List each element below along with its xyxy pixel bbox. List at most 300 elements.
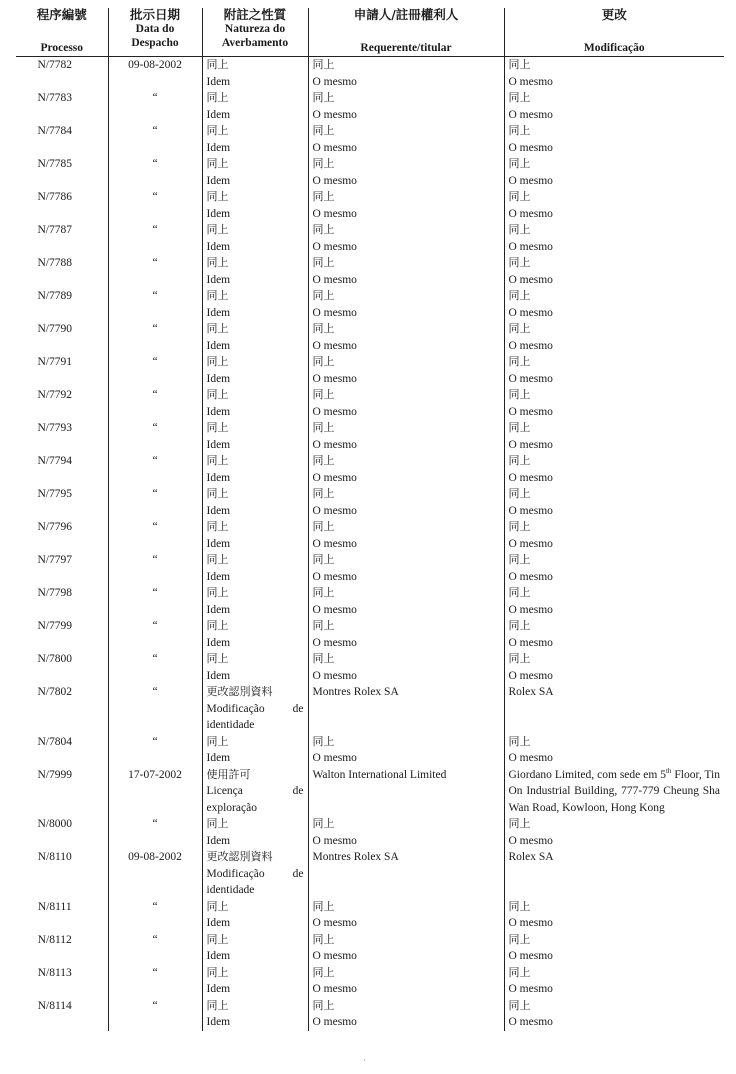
requerente-line: 同上 [312, 619, 335, 632]
requerente-line: 同上 [312, 899, 335, 913]
natureza-line: 同上 [206, 734, 229, 748]
despacho-date: “ [152, 389, 158, 401]
despacho-date: “ [152, 735, 158, 748]
cell-requerente [308, 899, 504, 932]
requerente-line: O mesmo [312, 438, 357, 451]
processo-number: N/8110 [37, 851, 72, 863]
natureza-line: Idem [206, 471, 231, 484]
cell-requerente [308, 387, 504, 420]
table-row [16, 899, 724, 932]
cell-requerente [308, 486, 504, 519]
modificacao-line: O mesmo [508, 207, 553, 220]
header-data-zh: 批示日期 [129, 7, 180, 22]
modificacao-line: 同上 [508, 487, 531, 500]
modificacao-line: O mesmo [508, 504, 553, 517]
modificacao-line: 同上 [508, 817, 531, 830]
table-row [16, 123, 724, 156]
natureza-line: 同上 [206, 619, 229, 632]
cell-data [108, 123, 202, 156]
table-row [16, 354, 724, 387]
cell-natureza [202, 734, 308, 767]
natureza-line: Idem [206, 207, 231, 220]
cell-data [108, 90, 202, 123]
cell-natureza [202, 156, 308, 189]
natureza-line: Idem [206, 1016, 231, 1028]
cell-data [108, 321, 202, 354]
natureza-line: 更改認別資料 [206, 685, 273, 698]
table-row [16, 552, 724, 585]
modificacao-line: O mesmo [508, 636, 553, 649]
natureza-line: Idem [206, 603, 231, 616]
requerente-line: O mesmo [312, 669, 357, 682]
cell-natureza [202, 387, 308, 420]
cell-natureza [202, 123, 308, 156]
cell-processo [16, 816, 108, 849]
modificacao-line: O mesmo [508, 752, 553, 764]
header-processo-zh: 程序編號 [36, 7, 87, 22]
processo-number: N/7787 [37, 224, 72, 236]
cell-modificacao [504, 899, 724, 932]
modificacao-line: 同上 [508, 355, 531, 368]
despacho-date: “ [152, 290, 158, 302]
cell-processo [16, 585, 108, 618]
modificacao-line: 同上 [508, 553, 531, 566]
cell-requerente [308, 767, 504, 817]
cell-modificacao [504, 222, 724, 255]
cell-processo [16, 420, 108, 453]
modificacao-line: 同上 [508, 388, 531, 401]
averbamentos-table [16, 8, 724, 1031]
processo-number: N/8111 [37, 900, 72, 913]
cell-processo [16, 552, 108, 585]
modificacao-line: 同上 [508, 223, 531, 236]
table-row [16, 767, 724, 817]
header-modificacao-pt: Modificação [583, 42, 645, 54]
table-row [16, 998, 724, 1031]
modificacao-line: O mesmo [508, 141, 553, 154]
cell-data [108, 684, 202, 734]
requerente-line: O mesmo [312, 141, 357, 154]
table-row [16, 255, 724, 288]
header-modificacao [504, 8, 724, 57]
cell-natureza [202, 965, 308, 998]
cell-data [108, 519, 202, 552]
requerente-line: 同上 [312, 322, 335, 335]
cell-natureza [202, 552, 308, 585]
natureza-line: 同上 [206, 355, 229, 368]
table-body [16, 57, 724, 1031]
natureza-line: 同上 [206, 487, 229, 500]
cell-modificacao [504, 354, 724, 387]
requerente-line: O mesmo [312, 273, 357, 286]
requerente-line: 同上 [312, 998, 335, 1012]
modificacao-line: O mesmo [508, 174, 553, 187]
modificacao-line: Rolex SA [508, 851, 554, 863]
table-row [16, 222, 724, 255]
processo-number: N/8000 [37, 818, 72, 830]
modificacao-line: O mesmo [508, 306, 553, 319]
cell-data [108, 998, 202, 1031]
cell-requerente [308, 288, 504, 321]
table-row [16, 288, 724, 321]
header-modificacao-zh: 更改 [601, 7, 627, 22]
cell-requerente [308, 255, 504, 288]
modificacao-line: 同上 [508, 586, 531, 599]
despacho-date: “ [152, 818, 158, 830]
cell-natureza [202, 90, 308, 123]
requerente-line: 同上 [312, 289, 335, 302]
cell-natureza [202, 288, 308, 321]
cell-processo [16, 387, 108, 420]
cell-natureza [202, 585, 308, 618]
requerente-line: O mesmo [312, 636, 357, 649]
processo-number: N/7800 [37, 653, 72, 665]
processo-number: N/7796 [37, 521, 72, 533]
modificacao-line: O mesmo [508, 834, 553, 847]
cell-modificacao [504, 123, 724, 156]
despacho-date: “ [152, 455, 158, 467]
modificacao-line: O mesmo [508, 603, 553, 616]
cell-data [108, 552, 202, 585]
table-row [16, 420, 724, 453]
cell-data [108, 354, 202, 387]
processo-number: N/8114 [37, 999, 72, 1012]
requerente-line: 同上 [312, 734, 335, 748]
natureza-line: 同上 [206, 998, 229, 1012]
cell-modificacao [504, 767, 724, 817]
cell-requerente [308, 156, 504, 189]
cell-requerente [308, 816, 504, 849]
despacho-date: “ [152, 620, 158, 632]
cell-natureza [202, 420, 308, 453]
requerente-line: O mesmo [312, 537, 357, 550]
natureza-line: 同上 [206, 256, 229, 269]
table-row [16, 189, 724, 222]
table-row [16, 321, 724, 354]
natureza-line: 同上 [206, 520, 229, 533]
cell-processo [16, 354, 108, 387]
header-requerente-zh: 申請人/註冊權利人 [353, 7, 459, 22]
requerente-line: 同上 [312, 58, 335, 71]
cell-natureza [202, 486, 308, 519]
header-processo-pt: Processo [40, 42, 84, 54]
cell-requerente [308, 552, 504, 585]
modificacao-line: O mesmo [508, 339, 553, 352]
natureza-line: Idem [206, 570, 231, 583]
table-row [16, 453, 724, 486]
processo-number: N/7786 [37, 191, 72, 203]
cell-modificacao [504, 288, 724, 321]
natureza-line: Modificação de [206, 702, 304, 715]
cell-requerente [308, 354, 504, 387]
modificacao-line: O mesmo [508, 405, 553, 418]
cell-modificacao [504, 816, 724, 849]
despacho-date: “ [152, 422, 158, 434]
cell-processo [16, 156, 108, 189]
despacho-date: “ [152, 356, 158, 368]
requerente-line: 同上 [312, 487, 335, 500]
cell-requerente [308, 222, 504, 255]
cell-processo [16, 734, 108, 767]
cell-processo [16, 998, 108, 1031]
natureza-line: 同上 [206, 553, 229, 566]
processo-number: N/7788 [37, 257, 72, 269]
requerente-line: 同上 [312, 124, 335, 137]
table-row [16, 618, 724, 651]
modificacao-line: 同上 [508, 619, 531, 632]
requerente-line: O mesmo [312, 570, 357, 583]
modificacao-line: O mesmo [508, 108, 553, 121]
cell-data [108, 255, 202, 288]
table-row [16, 387, 724, 420]
cell-modificacao [504, 849, 724, 899]
despacho-date: 09-08-2002 [128, 59, 182, 71]
cell-requerente [308, 189, 504, 222]
despacho-date: “ [152, 686, 158, 698]
cell-natureza [202, 899, 308, 932]
natureza-line: 使用許可 [206, 767, 251, 781]
cell-processo [16, 651, 108, 684]
cell-requerente [308, 57, 504, 91]
cell-processo [16, 288, 108, 321]
cell-modificacao [504, 965, 724, 998]
cell-natureza [202, 57, 308, 91]
natureza-line: Idem [206, 504, 231, 517]
requerente-line: 同上 [312, 355, 335, 368]
despacho-date: “ [152, 653, 158, 665]
cell-modificacao [504, 156, 724, 189]
natureza-line: Idem [206, 636, 231, 649]
natureza-line: 同上 [206, 190, 229, 203]
header-requerente-pt: Requerente/titular [360, 42, 452, 54]
modificacao-line: O mesmo [508, 273, 553, 286]
processo-number: N/7794 [37, 455, 72, 467]
processo-number: N/7798 [37, 587, 72, 599]
requerente-line: 同上 [312, 817, 335, 830]
cell-data [108, 899, 202, 932]
table-row [16, 90, 724, 123]
processo-number: N/8112 [37, 933, 72, 946]
modificacao-line: 同上 [508, 58, 531, 71]
cell-requerente [308, 965, 504, 998]
natureza-line: Idem [206, 537, 231, 550]
requerente-line: 同上 [312, 454, 335, 467]
cell-modificacao [504, 387, 724, 420]
cell-requerente [308, 651, 504, 684]
cell-requerente [308, 90, 504, 123]
header-natureza [202, 8, 308, 57]
natureza-line: 同上 [206, 454, 229, 467]
cell-natureza [202, 321, 308, 354]
processo-number: N/7795 [37, 488, 72, 500]
natureza-line: Idem [206, 75, 231, 88]
table-row [16, 734, 724, 767]
cell-processo [16, 849, 108, 899]
processo-number: N/7802 [37, 686, 72, 698]
modificacao-line: O mesmo [508, 1016, 553, 1028]
cell-processo [16, 684, 108, 734]
modificacao-line: O mesmo [508, 438, 553, 451]
natureza-line: 同上 [206, 157, 229, 170]
despacho-date: 09-08-2002 [128, 851, 182, 863]
cell-data [108, 156, 202, 189]
cell-requerente [308, 849, 504, 899]
modificacao-line: 同上 [508, 932, 531, 946]
cell-processo [16, 189, 108, 222]
natureza-line: exploração [206, 801, 257, 814]
processo-number: N/7790 [37, 323, 72, 335]
header-natureza-pt1: Natureza do [224, 23, 286, 35]
natureza-line: Idem [206, 669, 231, 682]
cell-processo [16, 90, 108, 123]
modificacao-line: O mesmo [508, 537, 553, 550]
modificacao-line: 同上 [508, 157, 531, 170]
modificacao-line: O mesmo [508, 240, 553, 253]
natureza-line: Idem [206, 141, 231, 154]
cell-data [108, 651, 202, 684]
cell-modificacao [504, 90, 724, 123]
cell-data [108, 618, 202, 651]
modificacao-line: O mesmo [508, 669, 553, 682]
requerente-line: Montres Rolex SA [312, 686, 399, 698]
cell-modificacao [504, 651, 724, 684]
modificacao-line: 同上 [508, 454, 531, 467]
cell-natureza [202, 519, 308, 552]
requerente-line: O mesmo [312, 108, 357, 121]
cell-natureza [202, 816, 308, 849]
natureza-line: 同上 [206, 322, 229, 335]
despacho-date: “ [152, 999, 158, 1012]
cell-natureza [202, 618, 308, 651]
cell-natureza [202, 189, 308, 222]
requerente-line: 同上 [312, 520, 335, 533]
modificacao-address [509, 767, 725, 817]
cell-requerente [308, 932, 504, 965]
requerente-line: O mesmo [312, 504, 357, 517]
cell-processo [16, 222, 108, 255]
cell-modificacao [504, 932, 724, 965]
cell-natureza [202, 998, 308, 1031]
requerente-line: O mesmo [312, 834, 357, 847]
processo-number: N/8113 [37, 966, 72, 979]
natureza-line: Idem [206, 240, 231, 253]
cell-data [108, 453, 202, 486]
despacho-date: “ [152, 900, 158, 913]
header-processo [16, 8, 108, 57]
cell-natureza [202, 767, 308, 817]
cell-modificacao [504, 734, 724, 767]
modificacao-line: 同上 [508, 190, 531, 203]
requerente-line: O mesmo [312, 471, 357, 484]
cell-processo [16, 618, 108, 651]
despacho-date: “ [152, 488, 158, 500]
despacho-date: “ [152, 92, 158, 104]
natureza-line: Idem [206, 950, 231, 962]
cell-data [108, 585, 202, 618]
cell-requerente [308, 684, 504, 734]
modificacao-line: 同上 [508, 652, 531, 665]
natureza-line: Modificação de [206, 867, 304, 880]
processo-number: N/7797 [37, 554, 72, 566]
cell-data [108, 288, 202, 321]
modificacao-line: O mesmo [508, 570, 553, 583]
despacho-date: “ [152, 158, 158, 170]
despacho-date: 17-07-2002 [128, 768, 182, 781]
natureza-line: Idem [206, 752, 231, 764]
cell-requerente [308, 998, 504, 1031]
cell-natureza [202, 453, 308, 486]
despacho-date: “ [152, 933, 158, 946]
cell-natureza [202, 849, 308, 899]
requerente-line: 同上 [312, 256, 335, 269]
natureza-line: 同上 [206, 91, 229, 104]
despacho-date: “ [152, 323, 158, 335]
requerente-line: O mesmo [312, 306, 357, 319]
modificacao-line: 同上 [508, 899, 531, 913]
modificacao-line: 同上 [508, 421, 531, 434]
table-row [16, 965, 724, 998]
cell-natureza [202, 932, 308, 965]
cell-requerente [308, 519, 504, 552]
cell-processo [16, 321, 108, 354]
cell-modificacao [504, 255, 724, 288]
requerente-line: O mesmo [312, 75, 357, 88]
natureza-line: 同上 [206, 58, 229, 71]
requerente-line: 同上 [312, 586, 335, 599]
modificacao-line: 同上 [508, 256, 531, 269]
modificacao-line: O mesmo [508, 983, 553, 995]
table-row [16, 651, 724, 684]
requerente-line: O mesmo [312, 917, 357, 929]
requerente-line: O mesmo [312, 174, 357, 187]
cell-modificacao [504, 486, 724, 519]
cell-data [108, 387, 202, 420]
cell-processo [16, 453, 108, 486]
modificacao-line: 同上 [508, 91, 531, 104]
natureza-line: Idem [206, 306, 231, 319]
natureza-line: 同上 [206, 421, 229, 434]
modificacao-line: O mesmo [508, 372, 553, 385]
requerente-line: 同上 [312, 388, 335, 401]
despacho-date: “ [152, 191, 158, 203]
modificacao-line: 同上 [508, 124, 531, 137]
requerente-line: O mesmo [312, 1016, 357, 1028]
natureza-line: 同上 [206, 899, 229, 913]
natureza-line: 同上 [206, 289, 229, 302]
requerente-line: O mesmo [312, 372, 357, 385]
natureza-line: 同上 [206, 124, 229, 137]
header-natureza-zh: 附註之性質 [223, 7, 287, 22]
natureza-line: Idem [206, 108, 231, 121]
modificacao-line: 同上 [508, 965, 531, 979]
processo-number: N/7784 [37, 125, 72, 137]
header-data-pt1: Data do [135, 23, 175, 35]
natureza-line: 同上 [206, 586, 229, 599]
cell-natureza [202, 354, 308, 387]
modificacao-line: 同上 [508, 520, 531, 533]
cell-processo [16, 255, 108, 288]
processo-number: N/7792 [37, 389, 72, 401]
cell-data [108, 420, 202, 453]
cell-data [108, 486, 202, 519]
cell-requerente [308, 734, 504, 767]
cell-processo [16, 57, 108, 91]
table-row [16, 519, 724, 552]
cell-requerente [308, 123, 504, 156]
natureza-line: 同上 [206, 388, 229, 401]
table-row [16, 684, 724, 734]
processo-number: N/7783 [37, 92, 72, 104]
